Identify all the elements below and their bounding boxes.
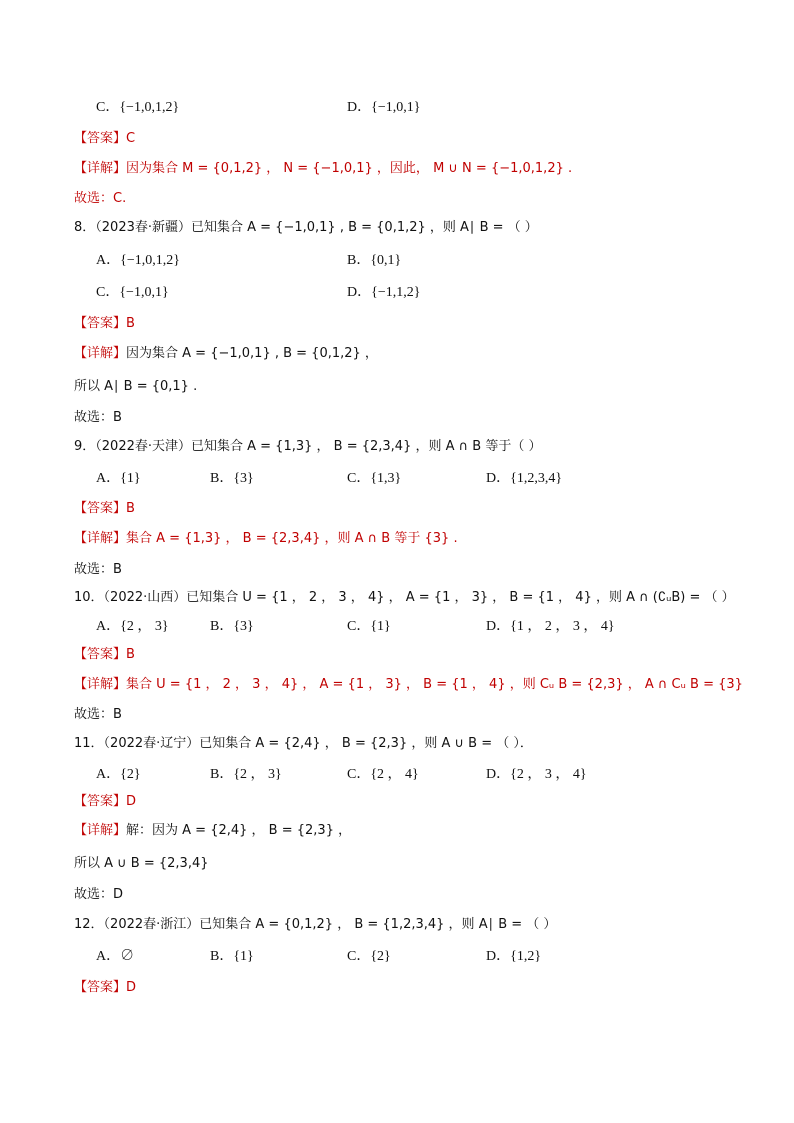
q9-stem: 9．（2022春·天津）已知集合 A = {1,3} ， B = {2,3,4} ，则 A ∩ B 等于（ ） <box>74 439 542 454</box>
answer-value: B <box>126 501 135 516</box>
q9-option-b: B．{3} <box>210 471 254 486</box>
q11-stem: 11．（2022春·辽宁）已知集合 A = {2,4} ， B = {2,3} ，则 A ∪ B = （ ）． <box>74 736 533 751</box>
answer-tag: 【答案】 <box>74 501 127 516</box>
q11-option-d: D．{2 ， 3 ， 4} <box>486 767 587 782</box>
q10-option-c: C．{1} <box>347 619 391 634</box>
q12-option-a: A．∅ <box>96 949 135 964</box>
q11-option-a: A．{2} <box>96 767 141 782</box>
q11-answer <box>74 793 136 811</box>
answer-tag: 【答案】 <box>74 316 127 331</box>
detail-tag: 【详解】 <box>74 346 127 361</box>
q8-detail <box>74 345 378 363</box>
detail-text: 解：因为 A = {2,4} ， B = {2,3} ， <box>126 823 352 838</box>
answer-tag: 【答案】 <box>74 794 127 809</box>
q10-stem: 10．（2022·山西）已知集合 U = {1 ， 2 ， 3 ， 4} ， A = {1 ， 3} ， B = {1 ， 4} ，则 A ∩ (∁ᵤB) = （ ） <box>74 590 735 605</box>
detail-tag: 【详解】 <box>74 531 127 546</box>
q8-option-d: D．{−1,1,2} <box>347 285 421 300</box>
q8-option-a: A．{−1,0,1,2} <box>96 253 180 268</box>
q9-option-d: D．{1,2,3,4} <box>486 471 563 486</box>
q8-option-b: B．{0,1} <box>347 253 402 268</box>
q9-option-c: C．{1,3} <box>347 471 402 486</box>
q9-conclusion: 故选：B <box>74 562 122 577</box>
detail-tag: 【详解】 <box>74 677 127 692</box>
q8-conclusion: 故选：B <box>74 410 122 425</box>
detail-text: 因为集合 A = {−1,0,1} , B = {0,1,2} ， <box>126 346 378 361</box>
q7-option-d: D．{−1,0,1} <box>347 100 421 115</box>
q11-conclusion: 故选：D <box>74 887 124 902</box>
q8-option-c: C．{−1,0,1} <box>96 285 169 300</box>
q10-option-a: A．{2 ， 3} <box>96 619 169 634</box>
q12-option-d: D．{1,2} <box>486 949 542 964</box>
q8-detail-line2: 所以 A∣ B = {0,1} . <box>74 379 198 394</box>
answer-value: D <box>126 794 137 809</box>
q10-detail <box>74 676 743 694</box>
q7-answer <box>74 130 135 148</box>
q10-conclusion: 故选：B <box>74 707 122 722</box>
q10-option-b: B．{3} <box>210 619 254 634</box>
answer-value: D <box>126 980 137 995</box>
q10-option-d: D．{1 ， 2 ， 3 ， 4} <box>486 619 615 634</box>
q11-option-c: C．{2 ， 4} <box>347 767 419 782</box>
q8-stem: 8．（2023春·新疆）已知集合 A = {−1,0,1} , B = {0,1,2} ，则 A∣ B = （ ） <box>74 220 538 235</box>
answer-value: B <box>126 647 135 662</box>
answer-value: C <box>126 131 136 146</box>
q11-option-b: B．{2 ， 3} <box>210 767 282 782</box>
detail-text: 因为集合 M = {0,1,2} ， N = {−1,0,1} ，因此， M ∪ N = {−1,0,1,2} . <box>126 161 573 176</box>
q12-option-b: B．{1} <box>210 949 254 964</box>
q7-option-c: C．{−1,0,1,2} <box>96 100 180 115</box>
answer-tag: 【答案】 <box>74 980 127 995</box>
detail-text: 集合 A = {1,3} ， B = {2,3,4} ，则 A ∩ B 等于 {3} . <box>126 531 458 546</box>
q7-conclusion: 故选：C. <box>74 191 127 206</box>
q12-answer <box>74 979 136 997</box>
q12-stem: 12．（2022春·浙江）已知集合 A = {0,1,2} ， B = {1,2,3,4} ，则 A∣ B = （ ） <box>74 917 557 932</box>
answer-tag: 【答案】 <box>74 647 127 662</box>
detail-tag: 【详解】 <box>74 161 127 176</box>
q9-detail <box>74 530 458 548</box>
detail-text: 集合 U = {1 ， 2 ， 3 ， 4} ， A = {1 ， 3} ， B = {1 ， 4} ，则 Cᵤ B = {2,3} ， A ∩ Cᵤ B = {3} <box>126 677 743 692</box>
answer-value: B <box>126 316 135 331</box>
q10-answer <box>74 646 135 664</box>
q11-detail <box>74 822 351 840</box>
q9-option-a: A．{1} <box>96 471 141 486</box>
q11-detail-line2: 所以 A ∪ B = {2,3,4} <box>74 856 209 871</box>
q12-option-c: C．{2} <box>347 949 391 964</box>
detail-tag: 【详解】 <box>74 823 127 838</box>
q9-answer <box>74 500 135 518</box>
answer-tag: 【答案】 <box>74 131 127 146</box>
q8-answer <box>74 315 135 333</box>
q7-detail <box>74 160 572 178</box>
